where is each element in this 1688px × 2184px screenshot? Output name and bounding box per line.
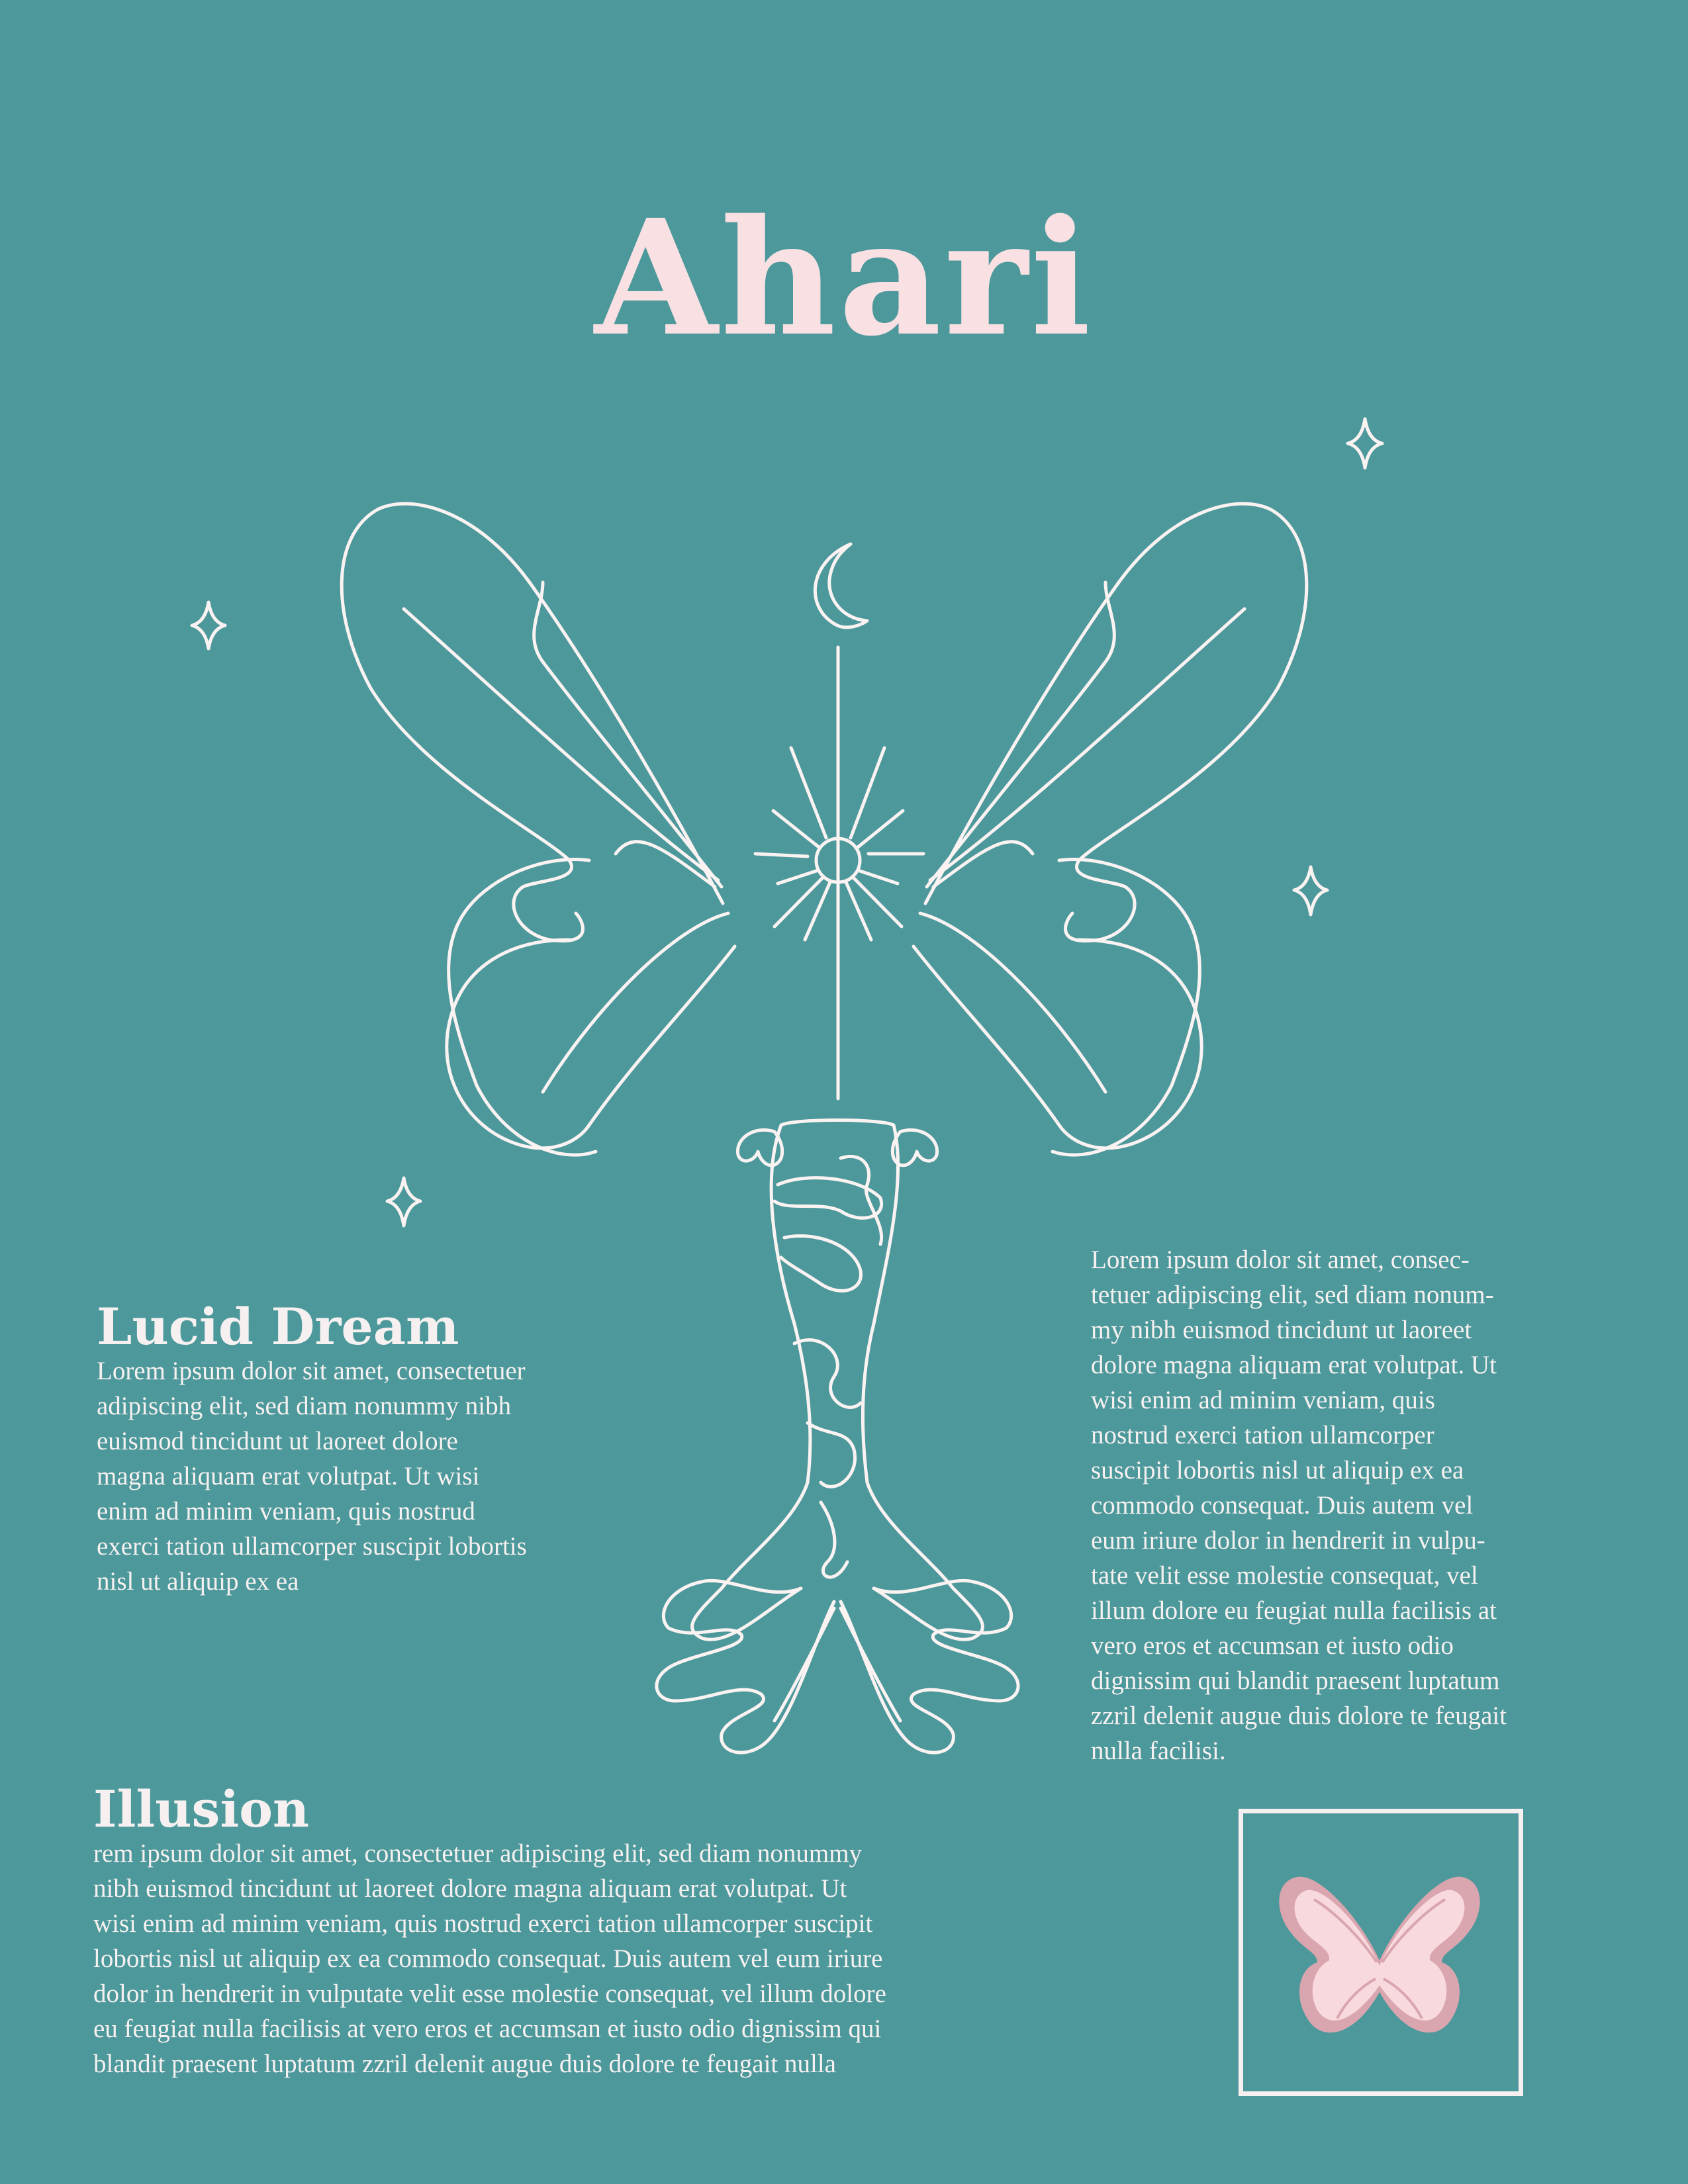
text-line: dolore magna aliquam erat volutpat. Ut: [1091, 1351, 1497, 1379]
text-line: eum iriure dolor in hendrerit in vulpu-: [1091, 1526, 1485, 1555]
text-line: dignissim qui blandit praesent luptatum: [1091, 1666, 1500, 1695]
text-line: Lorem ipsum dolor sit amet, consectetuer: [97, 1357, 526, 1385]
text-line: exerci tation ullamcorper suscipit lobortis: [97, 1532, 527, 1561]
text-line: zzril delenit augue duis dolore te feugait: [1091, 1702, 1507, 1730]
text-line: blandit praesent luptatum zzril delenit augue duis dolore te feugait nulla: [93, 2050, 836, 2078]
text-line: dolor in hendrerit in vulputate velit esse molestie consequat, vel illum dolore: [93, 1979, 886, 2008]
poster-title: Ahari: [594, 185, 1094, 371]
text-line: suscipit lobortis nisl ut aliquip ex ea: [1091, 1456, 1464, 1484]
text-line: rem ipsum dolor sit amet, consectetuer adipiscing elit, sed diam nonummy: [93, 1839, 863, 1868]
text-line: eu feugiat nulla facilisis at vero eros et accumsan et iusto odio dignissim qui: [93, 2015, 882, 2043]
text-line: vero eros et accumsan et iusto odio: [1091, 1631, 1454, 1660]
text-line: nibh euismod tincidunt ut laoreet dolore magna aliquam erat volutpat. Ut: [93, 1874, 847, 1903]
text-line: wisi enim ad minim veniam, quis nostrud exerci tation ullamcorper suscipit: [93, 1909, 873, 1938]
text-line: adipiscing elit, sed diam nonummy nibh: [97, 1392, 512, 1420]
text-line: commodo consequat. Duis autem vel: [1091, 1491, 1474, 1520]
text-line: nostrud exerci tation ullamcorper: [1091, 1421, 1434, 1449]
text-line: illum dolore eu feugiat nulla facilisis at: [1091, 1596, 1497, 1625]
text-line: nisl ut aliquip ex ea: [97, 1567, 299, 1596]
text-line: magna aliquam erat volutpat. Ut wisi: [97, 1462, 480, 1490]
section-heading-illusion: Illusion: [93, 1780, 310, 1839]
text-line: euismod tincidunt ut laoreet dolore: [97, 1427, 458, 1455]
text-line: Lorem ipsum dolor sit amet, consec-: [1091, 1246, 1470, 1274]
text-line: tetuer adipiscing elit, sed diam nonum-: [1091, 1281, 1494, 1309]
text-line: tate velit esse molestie consequat, vel: [1091, 1561, 1478, 1590]
text-line: nulla facilisi.: [1091, 1737, 1226, 1765]
text-line: enim ad minim veniam, quis nostrud: [97, 1497, 475, 1525]
text-line: my nibh euismod tincidunt ut laoreet: [1091, 1316, 1472, 1344]
text-line: wisi enim ad minim veniam, quis: [1091, 1386, 1435, 1414]
text-line: lobortis nisl ut aliquip ex ea commodo consequat. Duis autem vel eum iriure: [93, 1944, 883, 1973]
section-heading-lucid-dream: Lucid Dream: [97, 1297, 459, 1356]
